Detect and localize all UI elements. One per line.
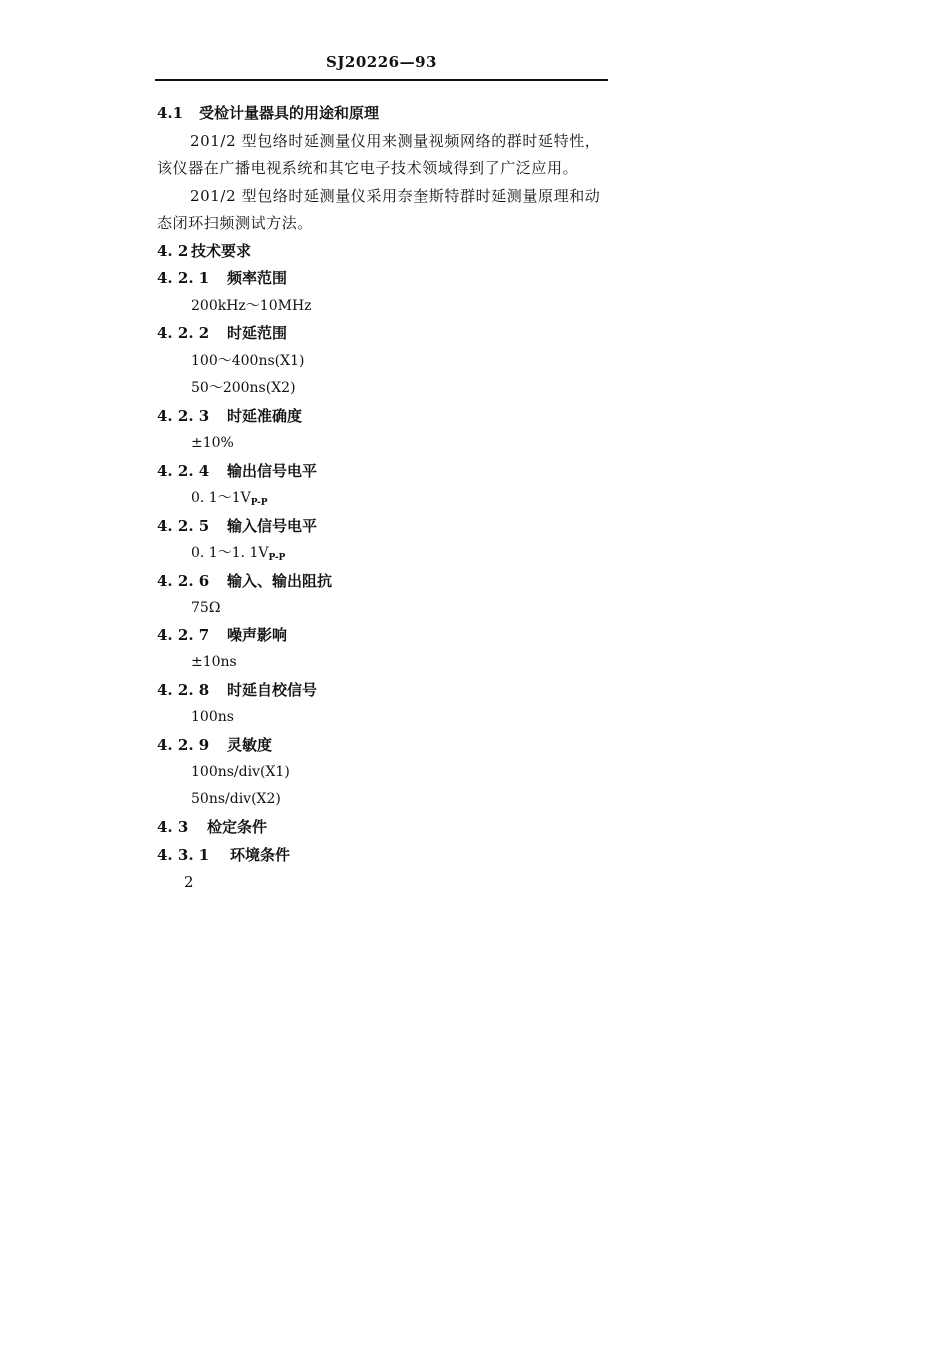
- section-title: 灵敏度: [227, 736, 273, 754]
- section-number: 4. 2. 6: [157, 572, 210, 590]
- delay-range-value-x2: 50～200ns(X2): [191, 380, 296, 396]
- section-4-2-9-heading: [157, 735, 272, 755]
- section-title: 输入信号电平: [227, 517, 318, 535]
- header-rule: [155, 79, 608, 81]
- section-title: 检定条件: [207, 818, 268, 836]
- section-title: 技术要求: [191, 242, 252, 260]
- section-number: 4. 2. 9: [157, 736, 210, 754]
- self-calibration-value: 100ns: [191, 709, 234, 725]
- section-title: 时延准确度: [227, 407, 303, 425]
- noise-effect-value: ±10ns: [191, 654, 237, 670]
- paragraph-2-line-1: 201/2 型包络时延测量仪采用奈奎斯特群时延测量原理和动: [190, 187, 601, 205]
- section-4-2-8-heading: [157, 680, 317, 700]
- section-number: 4.1: [157, 104, 184, 122]
- section-title: 时延范围: [227, 324, 288, 342]
- section-4-3-1-heading: [157, 845, 290, 865]
- section-title: 噪声影响: [227, 626, 288, 644]
- section-4-3-heading: [157, 817, 267, 837]
- page-number: 2: [184, 873, 194, 891]
- section-4-2-heading: [157, 241, 251, 261]
- input-level-value: [191, 543, 285, 563]
- paragraph-1-line-2: 该仪器在广播电视系统和其它电子技术领域得到了广泛应用。: [157, 159, 579, 177]
- output-level-main: 0. 1～1V: [191, 490, 251, 506]
- section-title: 时延自校信号: [227, 681, 318, 699]
- section-4-2-4-heading: [157, 461, 317, 481]
- section-number: 4. 2: [157, 242, 189, 260]
- section-4-2-7-heading: [157, 625, 287, 645]
- output-level-value: [191, 488, 268, 508]
- section-number: 4. 2. 3: [157, 407, 210, 425]
- section-number: 4. 2. 2: [157, 324, 210, 342]
- section-number: 4. 2. 8: [157, 681, 210, 699]
- document-code-header: SJ20226—93: [326, 53, 437, 71]
- paragraph-1-line-1: 201/2 型包络时延测量仪用来测量视频网络的群时延特性，: [190, 132, 601, 150]
- output-level-subscript: P-P: [250, 498, 268, 508]
- section-4-2-3-heading: [157, 406, 302, 426]
- section-title: 输入、输出阻抗: [227, 572, 333, 590]
- section-4-2-2-heading: [157, 323, 287, 343]
- section-number: 4. 2. 4: [157, 462, 210, 480]
- section-title: 频率范围: [227, 269, 288, 287]
- section-number: 4. 2. 7: [157, 626, 210, 644]
- section-4-1-heading: [157, 103, 379, 123]
- section-number: 4. 2. 5: [157, 517, 210, 535]
- sensitivity-value-x2: 50ns/div(X2): [191, 791, 281, 807]
- section-number: 4. 3: [157, 818, 189, 836]
- section-4-2-1-heading: [157, 268, 287, 288]
- paragraph-2-line-2: 态闭环扫频测试方法。: [157, 214, 314, 232]
- delay-accuracy-value: ±10%: [191, 435, 234, 451]
- section-title: 环境条件: [230, 846, 291, 864]
- sensitivity-value-x1: 100ns/div(X1): [191, 764, 290, 780]
- frequency-range-value: 200kHz～10MHz: [191, 298, 312, 314]
- input-level-subscript: P-P: [268, 553, 286, 563]
- input-level-main: 0. 1～1. 1V: [191, 545, 269, 561]
- impedance-value: 75Ω: [191, 600, 221, 616]
- section-title: 输出信号电平: [227, 462, 318, 480]
- section-number: 4. 3. 1: [157, 846, 210, 864]
- section-4-2-6-heading: [157, 571, 332, 591]
- section-title: 受检计量器具的用途和原理: [199, 104, 380, 122]
- delay-range-value-x1: 100～400ns(X1): [191, 353, 305, 369]
- section-4-2-5-heading: [157, 516, 317, 536]
- section-number: 4. 2. 1: [157, 269, 210, 287]
